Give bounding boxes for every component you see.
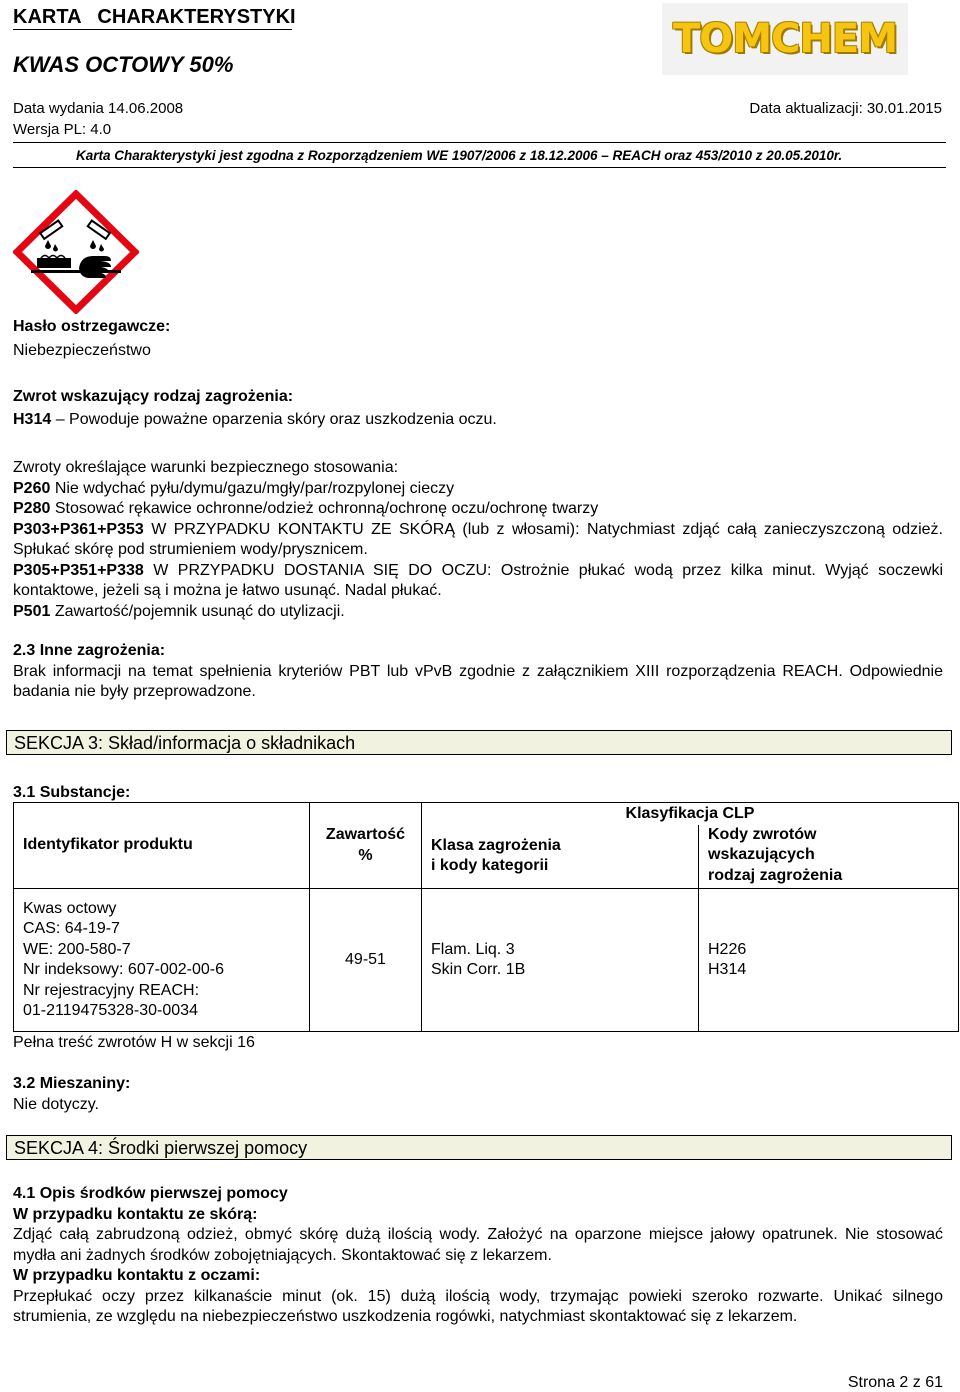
header-identifier: Identyfikator produktu — [14, 803, 310, 889]
composition-table — [13, 802, 959, 1032]
precaution-p303 — [13, 520, 943, 561]
precaution-p280 — [13, 499, 943, 520]
header-class-line1: Klasa zagrożenia — [431, 836, 561, 854]
precautionary-block — [13, 458, 943, 622]
precaution-p260 — [13, 479, 943, 500]
skin-contact-label: W przypadku kontaktu ze skórą: — [13, 1205, 258, 1223]
other-hazards-text: Brak informacji na temat spełnienia kryteriów PBT lub vPvB zgodnie z załącznikiem XIII rozporządzenia REACH. Odpowiednie badania nie były przeprowadzone. — [13, 662, 943, 700]
identifier-line: Kwas octowy — [23, 899, 117, 917]
p501-text: Zawartość/pojemnik usunąć do utylizacji. — [50, 602, 345, 620]
first-aid-block — [13, 1184, 943, 1328]
p280-text: Stosować rękawice ochronne/odzież ochronną/ochronę oczu/ochronę twarzy — [50, 500, 599, 517]
header-divider-top — [13, 142, 946, 143]
signal-word: Niebezpieczeństwo — [13, 342, 151, 359]
substances-label: 3.1 Substancje: — [13, 784, 131, 801]
precaution-p501 — [13, 602, 943, 623]
cell-content: 49-51 — [310, 889, 422, 1032]
cell-codes — [699, 889, 959, 1032]
page-number: Strona 2 z 61 — [847, 1374, 943, 1391]
code-line: H314 — [708, 961, 747, 978]
identifier-line: Nr rejestracyjny REACH: — [23, 981, 200, 999]
cell-identifier — [14, 889, 310, 1032]
header-content — [310, 803, 422, 889]
h-statements-note: Pełna treść zwrotów H w sekcji 16 — [13, 1034, 255, 1051]
mixtures-label: 3.2 Mieszaniny: — [13, 1075, 131, 1092]
mixtures-text: Nie dotyczy. — [13, 1096, 99, 1113]
header-class — [422, 825, 699, 889]
class-line: Skin Corr. 1B — [431, 961, 526, 978]
section-3-header: SEKCJA 3: Skład/informacja o składnikach — [6, 730, 952, 755]
p260-code: P260 — [13, 479, 51, 497]
ghs05-corrosion-icon — [13, 190, 139, 314]
document-title-underline — [13, 29, 292, 30]
p303-text: W PRZYPADKU KONTAKTU ZE SKÓRĄ (lub z włosami): Natychmiast zdjąć całą zanieczyszczoną odzież. Spłukać skórę pod strumieniem wody/prysznicem. — [13, 520, 943, 558]
signal-word-label: Hasło ostrzegawcze: — [13, 318, 171, 335]
skin-contact-text: Zdjąć całą zabrudzoną odzież, obmyć skórę dużą ilością wody. Założyć na oparzone miejsce jałowy opatrunek. Nie stosować mydła ani żadnych środków zobojętniających. Skontaktować się z lekarzem. — [13, 1226, 943, 1264]
logo-text: TOMCHEM — [672, 16, 898, 62]
identifier-line: CAS: 64-19-7 — [23, 920, 120, 937]
product-name: KWAS OCTOWY 50% — [13, 52, 234, 77]
code-line: H226 — [708, 940, 747, 958]
company-logo — [662, 3, 908, 75]
eye-contact-text: Przepłukać oczy przez kilkanaście minut (ok. 15) dużą ilością wody, trzymając powieki szeroko rozwarte. Unikać silnego strumienia, ze względu na niebezpieczeństwo uszkodzenia rogówki, natychmiast skontaktować się z lekarzem. — [13, 1287, 943, 1325]
p305-code: P305+P351+P338 — [13, 561, 144, 579]
class-line: Flam. Liq. 3 — [431, 940, 515, 958]
section-4-header: SEKCJA 4: Środki pierwszej pomocy — [6, 1135, 952, 1160]
version: Wersja PL: 4.0 — [13, 121, 112, 138]
regulation-note: Karta Charakterystyki jest zgodna z Rozporządzeniem WE 1907/2006 z 18.12.2006 – REACH oraz 453/2010 z 20.05.2010r. — [76, 148, 843, 163]
precautionary-label: Zwroty określające warunki bezpiecznego stosowania: — [13, 459, 399, 476]
table-row — [14, 889, 959, 1032]
header-codes-line2: wskazujących — [708, 846, 815, 863]
header-codes-line1: Kody zwrotów — [708, 825, 817, 843]
p280-code: P280 — [13, 500, 51, 517]
cell-class — [422, 889, 699, 1032]
first-aid-subtitle: 4.1 Opis środków pierwszej pomocy — [13, 1185, 288, 1202]
header-content-line2: % — [358, 846, 373, 864]
precaution-p305 — [13, 561, 943, 602]
p260-text: Nie wdychać pyłu/dymu/gazu/mgły/par/rozpylonej cieczy — [50, 479, 455, 497]
other-hazards-block — [13, 641, 943, 703]
header-divider-bottom — [13, 167, 946, 168]
identifier-line: WE: 200-580-7 — [23, 940, 131, 958]
hazard-statement — [13, 411, 497, 429]
p303-code: P303+P361+P353 — [13, 520, 144, 538]
hazard-text: – Powoduje poważne oparzenia skóry oraz uszkodzenia oczu. — [51, 411, 497, 428]
other-hazards-label: 2.3 Inne zagrożenia: — [13, 642, 166, 659]
header-clp: Klasyfikacja CLP — [422, 803, 959, 825]
document-title: KARTA CHARAKTERYSTYKI — [13, 6, 296, 28]
update-date: Data aktualizacji: 30.01.2015 — [749, 100, 942, 117]
issue-date: Data wydania 14.06.2008 — [13, 100, 184, 117]
identifier-line: 01-2119475328-30-0034 — [23, 1002, 198, 1019]
p501-code: P501 — [13, 602, 51, 620]
header-class-line2: i kody kategorii — [431, 857, 549, 874]
header-codes — [699, 825, 959, 889]
hazard-statement-label: Zwrot wskazujący rodzaj zagrożenia: — [13, 388, 294, 405]
eye-contact-label: W przypadku kontaktu z oczami: — [13, 1267, 261, 1284]
hazard-code: H314 — [13, 411, 52, 428]
header-content-line1: Zawartość — [325, 826, 406, 843]
header-codes-line3: rodzaj zagrożenia — [708, 866, 843, 884]
identifier-line: Nr indeksowy: 607-002-00-6 — [23, 961, 224, 978]
p305-text: W PRZYPADKU DOSTANIA SIĘ DO OCZU: Ostrożnie płukać wodą przez kilka minut. Wyjąć soczewki kontaktowe, jeżeli są i można je łatwo usunąć. Nadal płukać. — [13, 561, 943, 599]
